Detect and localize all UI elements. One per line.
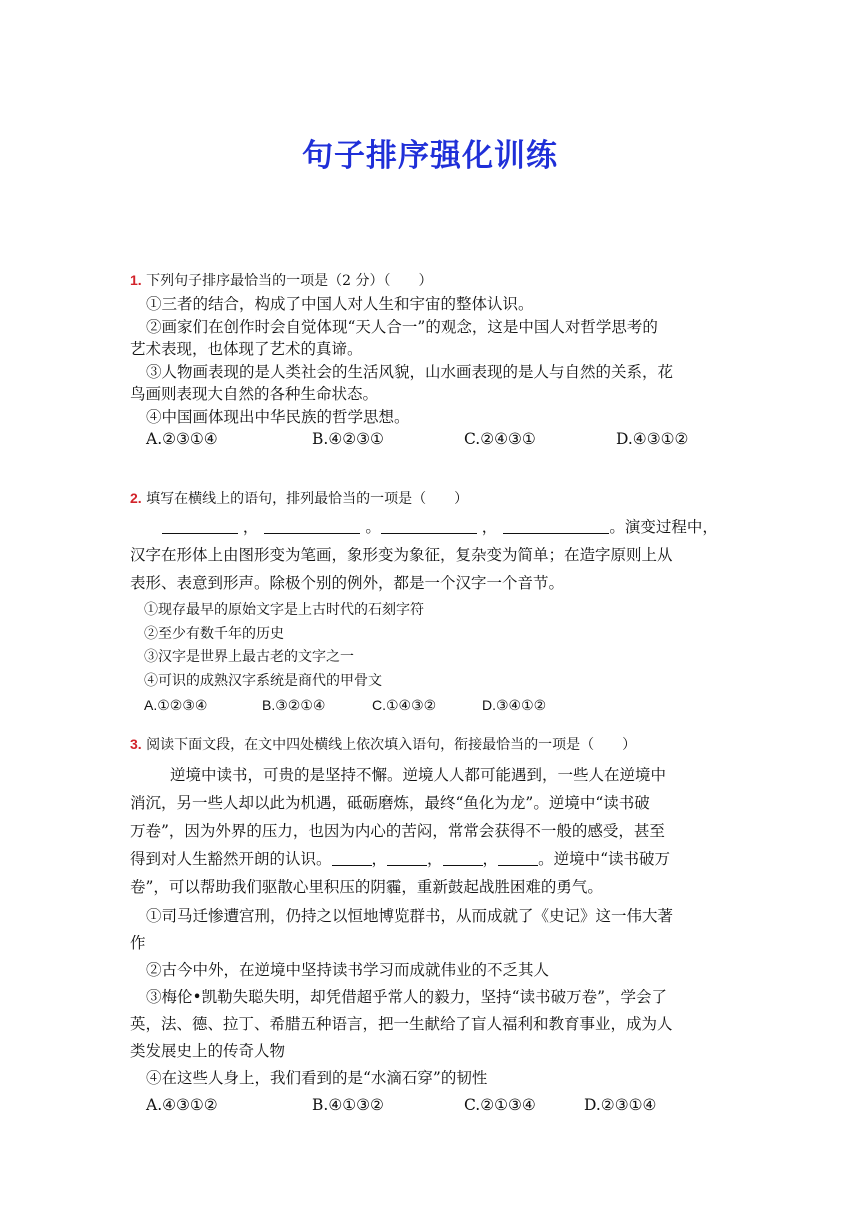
question-stem <box>130 488 730 509</box>
passage-line-3: 表形、表意到形声。除极个别的例外，都是一个汉字一个音节。 <box>130 574 565 592</box>
option-c[interactable]: C.②④③① <box>464 430 536 448</box>
answer-options <box>130 1092 730 1119</box>
question-stem <box>130 270 730 291</box>
sentence-4: ④可识的成熟汉字系统是商代的甲骨文 <box>144 672 382 689</box>
sentence-2: ②至少有数千年的历史 <box>144 625 284 642</box>
sentence-3: ③汉字是世界上最古老的文字之一 <box>144 649 354 665</box>
option-a[interactable]: A.②③①④ <box>146 430 218 448</box>
blank-1[interactable] <box>332 847 372 866</box>
question-1 <box>130 270 730 450</box>
passage-text: 。演变过程中， <box>609 518 718 536</box>
sentence-2-cont: 艺术表现，也体现了艺术的真谛。 <box>130 340 363 358</box>
blank-1[interactable] <box>162 515 238 534</box>
question-stem <box>130 734 730 755</box>
blank-2[interactable] <box>264 515 360 534</box>
sentence-2: ②古今中外，在逆境中坚持读书学习而成就伟业的不乏其人 <box>146 961 550 979</box>
question-text: 下列句子排序最恰当的一项是（2 分）（ ） <box>141 273 433 289</box>
sentence-1-cont: 作 <box>130 934 146 952</box>
answer-options <box>130 693 730 717</box>
option-b[interactable]: B.④②③① <box>312 430 384 448</box>
blank-4[interactable] <box>503 515 609 534</box>
question-2 <box>130 488 730 717</box>
passage-line-1: ， 。 ， 。演变过程中， <box>130 513 730 541</box>
sentence-3-cont: 鸟画则表现大自然的各种生命状态。 <box>130 385 379 403</box>
question-number: 3. <box>130 736 142 752</box>
passage-line-2: 汉字在形体上由图形变为笔画，象形变为象征，复杂变为简单；在造字原则上从 <box>130 546 673 564</box>
page-title: 句子排序强化训练 <box>302 138 558 174</box>
option-c[interactable]: C.②①③④ <box>464 1096 536 1114</box>
passage-line-1: 逆境中读书，可贵的是坚持不懈。逆境人人都可能遇到，一些人在逆境中 <box>170 766 667 784</box>
passage-text: 得到对人生豁然开朗的认识。 <box>130 850 332 868</box>
sentence-1: ①三者的结合，构成了中国人对人生和宇宙的整体认识。 <box>146 295 534 313</box>
option-b[interactable]: B.④①③② <box>312 1096 384 1114</box>
sentence-4: ④中国画体现出中华民族的哲学思想。 <box>146 407 410 426</box>
passage-line-5: 卷”，可以帮助我们驱散心里积压的阴霾，重新鼓起战胜困难的勇气。 <box>130 878 603 896</box>
blank-3[interactable] <box>443 847 483 866</box>
option-a[interactable]: A.④③①② <box>146 1096 218 1114</box>
passage-text: 。逆境中“读书破万 <box>538 850 670 868</box>
sentence-3: ③人物画表现的是人类社会的生活风貌，山水画表现的是人与自然的关系，花 <box>146 362 674 381</box>
option-c[interactable]: C.①④③② <box>372 697 437 713</box>
question-number: 2. <box>130 490 142 506</box>
answer-options <box>130 428 730 450</box>
passage-line-3: 万卷”，因为外界的压力，也因为内心的苦闷，常常会获得不一般的感受，甚至 <box>130 822 665 840</box>
option-d[interactable]: D.④③①② <box>616 430 689 448</box>
sentence-4: ④在这些人身上，我们看到的是“水滴石穿”的韧性 <box>146 1069 488 1087</box>
sentence-3-cont: 英，法、德、拉丁、希腊五种语言，把一生献给了盲人福利和教育事业，成为人 <box>130 1015 673 1033</box>
passage-line-4: 得到对人生豁然开朗的认识。 ， ， ， 。逆境中“读书破万 <box>130 845 730 873</box>
blank-3[interactable] <box>381 515 477 534</box>
question-3 <box>130 734 730 1119</box>
option-a[interactable]: A.①②③④ <box>144 697 208 713</box>
option-b[interactable]: B.③②①④ <box>262 697 326 713</box>
blank-4[interactable] <box>498 847 538 866</box>
sentence-1: ①司马迁惨遭宫刑，仍持之以恒地博览群书，从而成就了《史记》这一伟大著 <box>146 907 674 925</box>
sentence-1: ①现存最早的原始文字是上古时代的石刻字符 <box>144 602 424 618</box>
sentence-2: ②画家们在创作时会自觉体现“天人合一”的观念，这是中国人对哲学思考的 <box>146 317 658 336</box>
question-text: 阅读下面文段，在文中四处横线上依次填入语句，衔接最恰当的一项是（ ） <box>141 737 637 753</box>
option-d[interactable]: D.②③①④ <box>584 1096 657 1114</box>
option-d[interactable]: D.③④①② <box>482 697 547 713</box>
blank-2[interactable] <box>387 847 427 866</box>
passage-line-2: 消沉，另一些人却以此为机遇，砥砺磨炼，最终“鱼化为龙”。逆境中“读书破 <box>130 794 650 812</box>
sentence-3-cont-2: 类发展史上的传奇人物 <box>130 1042 286 1060</box>
question-number: 1. <box>130 272 142 288</box>
sentence-3: ③梅伦•凯勒失聪失明，却凭借超乎常人的毅力，坚持“读书破万卷”，学会了 <box>146 988 667 1006</box>
question-text: 填写在横线上的语句，排列最恰当的一项是（ ） <box>141 491 469 507</box>
